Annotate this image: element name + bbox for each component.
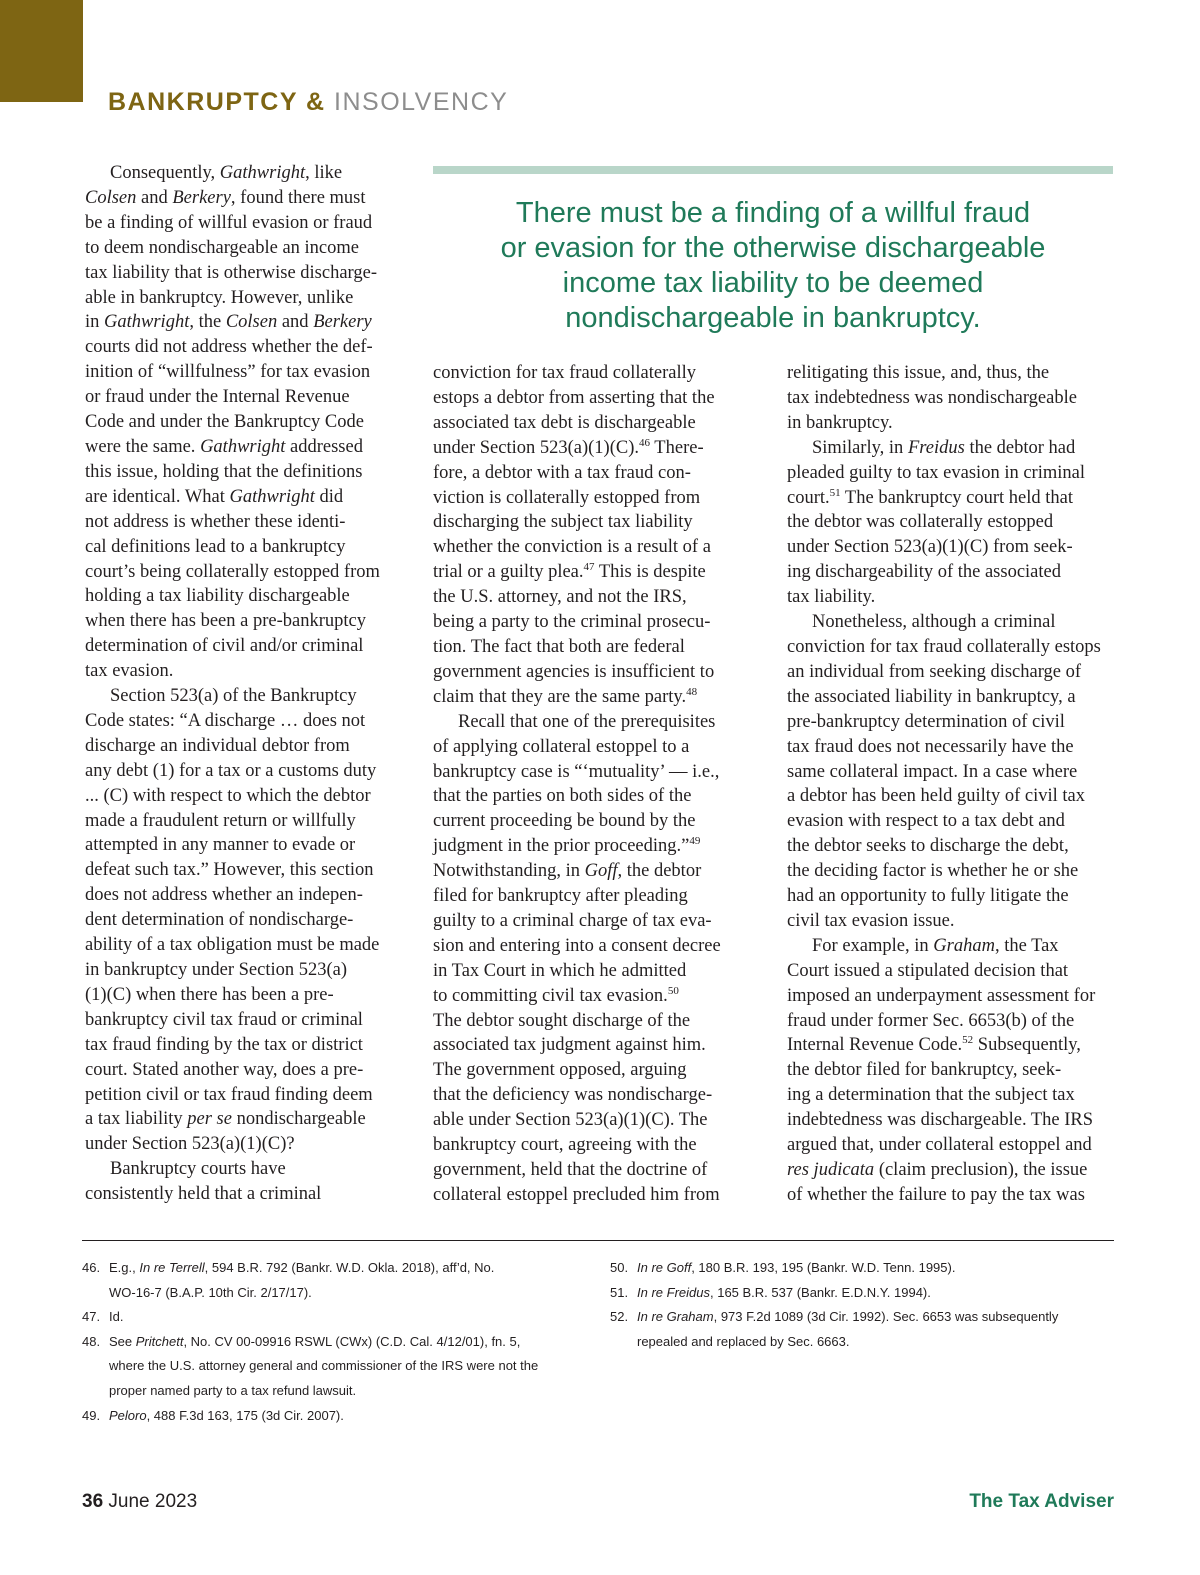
text-run: and	[136, 187, 173, 208]
footnote-50	[610, 1256, 1115, 1281]
text-run: and	[277, 312, 314, 333]
text-line: an individual from seeking discharge of	[787, 661, 1082, 682]
text-line: government, held that the doctrine of	[433, 1160, 708, 1180]
text-line: tax evasion.	[85, 661, 174, 682]
case-name: Pritchett	[135, 1333, 184, 1349]
text-line: bankruptcy civil tax fraud or criminal	[85, 1009, 363, 1030]
text-line: or fraud under the Internal Revenue	[85, 387, 350, 408]
text-line: when there has been a pre-bankruptcy	[85, 611, 366, 632]
text-line	[787, 934, 1115, 959]
pull-quote-line: There must be a finding of a willful fraud	[515, 197, 1031, 229]
text-line: relitigating this issue, and, thus, the	[787, 363, 1050, 383]
footnote-51	[610, 1281, 1115, 1306]
text-line: being a party to the criminal prosecu-	[433, 612, 711, 633]
text-line: argued that, under collateral estoppel and	[787, 1135, 1092, 1156]
text-run: court.	[787, 487, 830, 508]
case-name: Gathwright	[200, 436, 286, 457]
text-line	[85, 435, 407, 460]
footnote-47	[82, 1305, 582, 1330]
text-run: , like	[305, 163, 343, 183]
text-line: guilty to a criminal charge of tax eva-	[433, 910, 712, 931]
text-line: Bankruptcy courts have	[110, 1159, 286, 1180]
footnote-line: where the U.S. attorney general and commissioner of the IRS were not the	[109, 1358, 539, 1374]
text-line: that the parties on both sides of the	[433, 786, 692, 807]
footnote-46	[82, 1256, 582, 1305]
text-run: , 488 F.3d 163, 175 (3d Cir. 2007).	[146, 1407, 344, 1423]
text-line: bankruptcy court, agreeing with the	[433, 1135, 697, 1156]
text-run: (claim preclusion), the issue	[874, 1160, 1088, 1180]
text-line: Section 523(a) of the Bankruptcy	[110, 686, 357, 707]
text-line: cal definitions lead to a bankruptcy	[85, 536, 346, 557]
text-line: Code and under the Bankruptcy Code	[85, 412, 364, 433]
text-line: be a finding of willful evasion or fraud	[85, 212, 373, 233]
footnote-line	[82, 1404, 582, 1429]
text-line: the debtor seeks to discharge the debt,	[787, 836, 1069, 857]
text-line: to deem nondischargeable an income	[85, 237, 359, 258]
text-line: in bankruptcy under Section 523(a)	[85, 960, 348, 980]
text-line: this issue, holding that the definitions	[85, 461, 363, 482]
text-line: current proceeding be bound by the	[433, 811, 696, 832]
footnote-ref[interactable]: 50	[667, 984, 679, 997]
text-line: associated tax debt is dischargeable	[433, 412, 696, 433]
article-column-1	[85, 161, 407, 1207]
text-line	[85, 485, 407, 510]
text-line	[433, 560, 755, 585]
text-line: defeat such tax.” However, this section	[85, 860, 374, 881]
text-line	[433, 859, 755, 884]
text-line: sion and entering into a consent decree	[433, 935, 721, 956]
text-line: The debtor sought discharge of the	[433, 1010, 691, 1031]
text-line	[433, 685, 755, 710]
case-name: Peloro	[109, 1407, 147, 1423]
text-run: nondischargeable	[231, 1109, 366, 1130]
text-line: government agencies is insufficient to	[433, 661, 715, 682]
pull-quote-rule	[433, 166, 1113, 174]
footnote-ref[interactable]: 51	[829, 486, 841, 499]
text-line: bankruptcy case is “‘mutuality’ — i.e.,	[433, 761, 720, 782]
text-line: able in bankruptcy. However, unlike	[85, 287, 354, 308]
text-line: under Section 523(a)(1)(C)?	[85, 1134, 295, 1155]
text-run: judgment in the prior proceeding.”	[433, 836, 690, 857]
text-run: , the	[189, 312, 226, 333]
footnote-line	[610, 1281, 1115, 1306]
text-line: The government opposed, arguing	[433, 1060, 687, 1081]
pull-quote-line: or evasion for the otherwise dischargeable	[500, 232, 1046, 264]
text-line	[85, 186, 407, 211]
pull-quote	[440, 196, 1106, 336]
text-line	[787, 1158, 1115, 1183]
footnote-number: 48.	[82, 1333, 101, 1349]
case-name: Colsen	[85, 187, 137, 208]
footnote-49	[82, 1404, 582, 1429]
text-line: made a fraudulent return or willfully	[85, 810, 356, 831]
text-run: For example, in	[812, 935, 934, 956]
text-line: tax fraud does not necessarily have the	[787, 736, 1074, 757]
text-line: of whether the failure to pay the tax was	[787, 1184, 1085, 1205]
case-name: In re Terrell	[139, 1260, 205, 1275]
text-line: tax liability that is otherwise discharge-	[85, 262, 377, 283]
section-header-primary: BANKRUPTCY &	[108, 88, 326, 116]
text-line: conviction for tax fraud collaterally estops	[787, 636, 1101, 657]
footnote-line: WO-16-7 (B.A.P. 10th Cir. 2/17/17).	[109, 1284, 312, 1300]
text-line: under Section 523(a)(1)(C) from seek-	[787, 537, 1073, 558]
footnotes-right	[610, 1256, 1115, 1354]
text-line: same collateral impact. In a case where	[787, 761, 1078, 782]
text-run: This is despite	[594, 562, 706, 583]
text-line: tax fraud finding by the tax or district	[85, 1034, 363, 1055]
footnote-48	[82, 1330, 582, 1404]
text-line: Recall that one of the prerequisites	[458, 711, 716, 732]
text-line: petition civil or tax fraud finding deem	[85, 1084, 373, 1105]
text-line: court. Stated another way, does a pre-	[85, 1059, 364, 1080]
case-name: In re Graham	[637, 1309, 714, 1325]
text-line: a debtor has been held guilty of civil tax	[787, 786, 1085, 807]
text-line	[787, 486, 1115, 511]
text-line	[85, 310, 407, 335]
text-line: ability of a tax obligation must be made	[85, 935, 380, 956]
text-line: tax liability.	[787, 587, 876, 608]
text-run: the debtor had	[964, 437, 1076, 458]
text-line: does not address whether an indepen-	[85, 885, 363, 906]
text-run: to committing civil tax evasion.	[433, 985, 668, 1006]
footnote-line	[82, 1305, 582, 1330]
text-line: tion. The fact that both are federal	[433, 636, 685, 657]
case-name: Berkery	[172, 187, 231, 208]
latin-term: per se	[187, 1109, 232, 1130]
text-line: court’s being collaterally estopped from	[85, 561, 380, 582]
section-color-tab	[0, 0, 83, 102]
section-header-secondary: INSOLVENCY	[334, 88, 509, 116]
footnote-number: 50.	[610, 1260, 629, 1275]
text-line: that the deficiency was nondischarge-	[433, 1085, 713, 1106]
footnote-line	[610, 1256, 1115, 1281]
case-name: Freidus	[907, 437, 965, 458]
text-line: determination of civil and/or criminal	[85, 636, 364, 657]
text-line: pre-bankruptcy determination of civil	[787, 711, 1065, 732]
text-line	[85, 161, 407, 186]
footnote-ref[interactable]: 47	[583, 561, 595, 574]
text-line: imposed an underpayment assessment for	[787, 985, 1096, 1006]
text-line: conviction for tax fraud collaterally	[433, 363, 697, 383]
text-line: attempted in any manner to evade or	[85, 835, 356, 856]
text-run: did	[314, 486, 344, 507]
footnote-line	[82, 1330, 582, 1355]
text-line: the deciding factor is whether he or she	[787, 861, 1079, 882]
case-name: Gathwright	[104, 312, 190, 333]
text-line: (1)(C) when there has been a pre-	[85, 984, 334, 1005]
case-name: Gathwright	[229, 486, 315, 507]
text-line	[433, 984, 755, 1009]
footnote-line	[82, 1256, 582, 1281]
text-run: were the same.	[85, 436, 201, 457]
case-name: In re Freidus	[637, 1284, 710, 1300]
text-line: filed for bankruptcy after pleading	[433, 886, 688, 907]
text-line: discharging the subject tax liability	[433, 512, 693, 533]
footnote-ref[interactable]: 46	[639, 436, 651, 449]
text-run: Similarly, in	[812, 437, 908, 458]
text-line: fore, a debtor with a tax fraud con-	[433, 462, 691, 483]
text-line: courts did not address whether the def-	[85, 337, 373, 358]
text-run: under Section 523(a)(1)(C).	[433, 437, 640, 458]
issue-date: June 2023	[108, 1491, 198, 1512]
publication-name: The Tax Adviser	[969, 1491, 1114, 1512]
text-run: claim that they are the same party.	[433, 686, 687, 707]
text-line: holding a tax liability dischargeable	[85, 586, 350, 607]
case-name: Gathwright	[219, 163, 306, 183]
page-number: 36	[82, 1491, 104, 1512]
text-run: , 973 F.2d 1089 (3d Cir. 1992). Sec. 6653 was subsequently	[713, 1309, 1059, 1325]
text-run: Id.	[109, 1309, 124, 1325]
text-line: ing dischargeability of the associated	[787, 562, 1061, 583]
text-run: Consequently,	[110, 163, 220, 183]
text-line	[433, 436, 755, 461]
text-line: civil tax evasion issue.	[787, 910, 955, 931]
text-run: , 165 B.R. 537 (Bankr. E.D.N.Y. 1994).	[709, 1284, 931, 1300]
text-line: Court issued a stipulated decision that	[787, 960, 1069, 981]
text-line: tax indebtedness was nondischargeable	[787, 387, 1077, 408]
text-run: There-	[650, 437, 704, 458]
text-line: indebtedness was dischargeable. The IRS	[787, 1110, 1094, 1131]
text-run: E.g.,	[109, 1260, 140, 1275]
text-line: in Tax Court in which he admitted	[433, 960, 687, 981]
footnote-line	[610, 1305, 1115, 1330]
text-run: , No. CV 00-09916 RSWL (CWx) (C.D. Cal. 4/12/01), fn. 5,	[183, 1333, 521, 1349]
text-line	[85, 1107, 407, 1132]
footnote-divider	[82, 1240, 1114, 1241]
text-run: Internal Revenue Code.	[787, 1035, 963, 1056]
text-line: associated tax judgment against him.	[433, 1035, 706, 1056]
text-run: , 180 B.R. 193, 195 (Bankr. W.D. Tenn. 1995).	[691, 1260, 956, 1275]
text-run: Notwithstanding, in	[433, 861, 585, 882]
text-line: any debt (1) for a tax or a customs duty	[85, 760, 377, 781]
footnote-ref[interactable]: 49	[689, 835, 701, 848]
text-run: Subsequently,	[973, 1035, 1081, 1056]
section-header	[108, 86, 508, 118]
article-column-3	[787, 361, 1115, 1208]
footnotes-left	[82, 1256, 582, 1428]
footnote-number: 52.	[610, 1309, 629, 1325]
text-run: are identical. What	[85, 486, 230, 507]
text-line: Nonetheless, although a criminal	[812, 612, 1056, 633]
footnote-ref[interactable]: 52	[962, 1034, 974, 1047]
text-line: ... (C) with respect to which the debtor	[85, 785, 371, 806]
latin-term: res judicata	[787, 1160, 875, 1180]
text-line: able under Section 523(a)(1)(C). The	[433, 1110, 708, 1131]
text-run: in	[85, 312, 105, 333]
text-line: fraud under former Sec. 6653(b) of the	[787, 1010, 1075, 1031]
article-column-2	[433, 361, 755, 1208]
text-line: viction is collaterally estopped from	[433, 487, 701, 508]
text-line: the debtor was collaterally estopped	[787, 512, 1054, 533]
text-line: discharge an individual debtor from	[85, 735, 350, 756]
text-line: dent determination of nondischarge-	[85, 910, 354, 931]
footnote-number: 47.	[82, 1309, 101, 1325]
text-line: whether the conviction is a result of a	[433, 537, 711, 558]
text-run: the debtor	[622, 861, 702, 882]
text-line: pleaded guilty to tax evasion in criminal	[787, 462, 1085, 483]
text-run: , found there must	[230, 187, 366, 208]
text-run: a tax liability	[85, 1109, 188, 1130]
case-name: Colsen	[225, 312, 278, 333]
text-run: , 594 B.R. 792 (Bankr. W.D. Okla. 2018), aff’d, No.	[204, 1260, 495, 1275]
text-line: evasion with respect to a tax debt and	[787, 811, 1065, 832]
text-line: inition of “willfulness” for tax evasion	[85, 362, 371, 383]
text-line: not address is whether these identi-	[85, 511, 346, 532]
footnote-line: proper named party to a tax refund lawsuit.	[109, 1382, 357, 1398]
case-name: Goff,	[584, 861, 623, 882]
text-line: the associated liability in bankruptcy, a	[787, 686, 1076, 707]
footnote-number: 46.	[82, 1260, 101, 1275]
text-run: addressed	[285, 436, 363, 457]
text-line: of applying collateral estoppel to a	[433, 736, 690, 757]
text-line: the U.S. attorney, and not the IRS,	[433, 587, 687, 608]
text-line: had an opportunity to fully litigate the	[787, 886, 1069, 907]
case-name: Berkery	[313, 312, 372, 333]
text-line: in bankruptcy.	[787, 412, 893, 433]
text-run: The bankruptcy court held that	[840, 487, 1074, 508]
pull-quote-line: nondischargeable in bankruptcy.	[565, 302, 981, 334]
footnote-ref[interactable]: 48	[686, 685, 698, 698]
text-line: Code states: “A discharge … does not	[85, 710, 366, 731]
case-name: In re Goff	[637, 1260, 692, 1275]
case-name: Graham	[933, 935, 995, 956]
text-line: consistently held that a criminal	[85, 1184, 322, 1205]
footnote-52	[610, 1305, 1115, 1354]
footnote-number: 49.	[82, 1407, 101, 1423]
text-line: ing a determination that the subject tax	[787, 1085, 1075, 1106]
footnote-number: 51.	[610, 1284, 629, 1300]
text-line	[787, 436, 1115, 461]
text-line: the debtor filed for bankruptcy, seek-	[787, 1060, 1062, 1081]
text-run: See	[109, 1333, 136, 1349]
text-line	[787, 1033, 1115, 1058]
text-line: estops a debtor from asserting that the	[433, 387, 715, 408]
text-line: collateral estoppel precluded him from	[433, 1184, 720, 1205]
page-footer-left	[82, 1491, 197, 1513]
footnote-line: repealed and replaced by Sec. 6663.	[637, 1333, 850, 1349]
text-line	[433, 834, 755, 859]
pull-quote-line: income tax liability to be deemed	[562, 267, 984, 299]
text-run: trial or a guilty plea.	[433, 562, 584, 583]
text-run: , the Tax	[994, 935, 1059, 956]
